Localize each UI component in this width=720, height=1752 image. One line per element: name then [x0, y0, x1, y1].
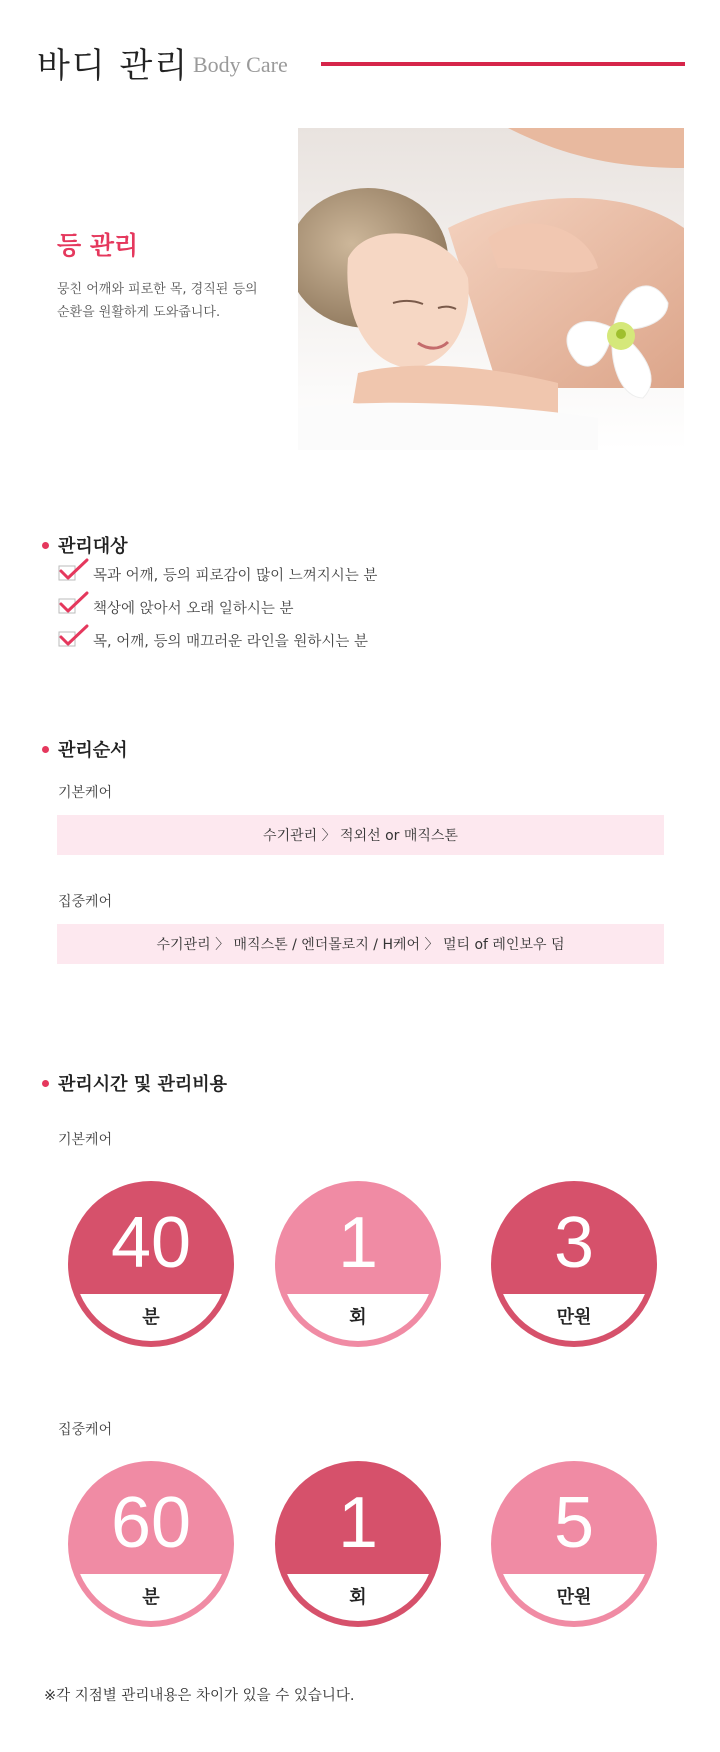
- list-item: 책상에 앉아서 오래 일하시는 분: [57, 597, 377, 630]
- basic-price-circle: [491, 1181, 657, 1347]
- stat-unit: 만원: [556, 1587, 592, 1608]
- basic-care-label: 기본케어: [58, 1132, 113, 1148]
- section-title-target: 관리대상: [42, 532, 128, 558]
- basic-care-label: 기본케어: [58, 785, 113, 801]
- bullet-dot-icon: [42, 1080, 49, 1087]
- checkmark-icon: [57, 558, 89, 584]
- stat-unit: 회: [349, 1307, 367, 1328]
- title-divider: [321, 62, 685, 66]
- stat-unit: 만원: [556, 1307, 592, 1328]
- section-title-pricing: 관리시간 및 관리비용: [42, 1070, 227, 1096]
- stat-value: 5: [553, 1483, 595, 1563]
- checkmark-icon: [57, 591, 89, 617]
- page-header: [37, 38, 685, 88]
- stat-unit: 분: [142, 1587, 160, 1608]
- target-list: [57, 564, 377, 663]
- hero-title: 등 관리: [57, 231, 139, 260]
- list-item: 목, 어깨, 등의 매끄러운 라인을 원하시는 분: [57, 630, 377, 663]
- basic-care-flow: 수기관리 〉 적외선 or 매직스톤: [57, 815, 664, 855]
- intensive-count-circle: [275, 1461, 441, 1627]
- section-title-order: 관리순서: [42, 736, 128, 762]
- stat-unit: 분: [142, 1307, 160, 1328]
- stat-value: 1: [337, 1203, 379, 1283]
- checkmark-icon: [57, 624, 89, 650]
- stat-value: 40: [110, 1203, 192, 1283]
- stat-value: 1: [337, 1483, 379, 1563]
- intensive-care-label: 집중케어: [58, 1422, 113, 1438]
- list-item: 목과 어깨, 등의 피로감이 많이 느껴지시는 분: [57, 564, 377, 597]
- hero-text: [57, 226, 297, 324]
- intensive-time-circle: [68, 1461, 234, 1627]
- intensive-care-flow: 수기관리 〉 매직스톤 / 엔더몰로지 / H케어 〉 멀티 of 레인보우 덤: [57, 924, 664, 964]
- intensive-price-circle: [491, 1461, 657, 1627]
- intensive-care-label: 집중케어: [58, 894, 113, 910]
- stat-value: 60: [110, 1483, 192, 1563]
- stat-unit: 회: [349, 1587, 367, 1608]
- page-subtitle: Body Care: [193, 52, 288, 77]
- page-title: 바디 관리: [37, 46, 190, 86]
- bullet-dot-icon: [42, 542, 49, 549]
- basic-count-circle: [275, 1181, 441, 1347]
- hero-desc-line: 뭉친 어깨와 피로한 목, 경직된 등의: [57, 282, 258, 297]
- hero-description: [57, 278, 297, 324]
- footnote: ※각 지점별 관리내용은 차이가 있을 수 있습니다.: [44, 1688, 355, 1704]
- hero-desc-line: 순환을 원활하게 도와줍니다.: [57, 305, 221, 320]
- bullet-dot-icon: [42, 746, 49, 753]
- hero-massage-image: [298, 128, 684, 450]
- basic-time-circle: [68, 1181, 234, 1347]
- stat-value: 3: [553, 1203, 595, 1283]
